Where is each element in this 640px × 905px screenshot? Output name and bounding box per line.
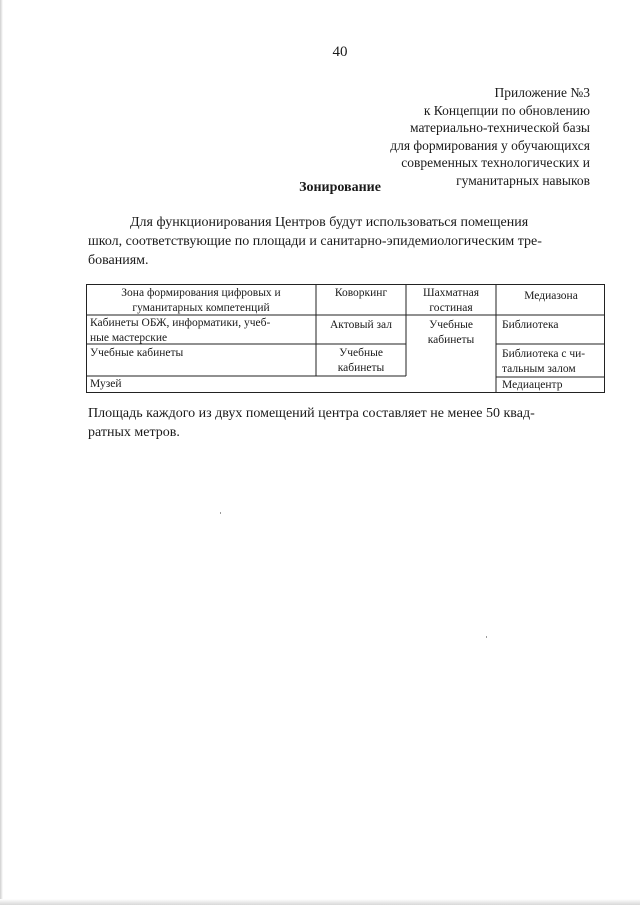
cell-line: Учебные bbox=[339, 347, 383, 359]
header-media-zone bbox=[498, 289, 604, 304]
closing-paragraph bbox=[88, 404, 588, 442]
cell-line: Библиотека bbox=[502, 319, 559, 331]
appendix-line: к Концепции по обновлению bbox=[423, 102, 590, 118]
cell-line: Кабинеты ОБЖ, информатики, учеб- bbox=[90, 317, 271, 329]
appendix-line: для формирования у обучающихся bbox=[390, 137, 590, 153]
appendix-block bbox=[290, 84, 590, 189]
cell-line: ные мастерские bbox=[90, 331, 168, 344]
header-line: Шахматная bbox=[422, 287, 480, 299]
cell-line: кабинеты bbox=[427, 333, 475, 346]
scan-speck bbox=[486, 636, 487, 638]
cell-line: кабинеты bbox=[337, 361, 385, 374]
intro-paragraph bbox=[88, 213, 588, 270]
scan-edge-bottom bbox=[0, 899, 640, 905]
header-coworking bbox=[318, 286, 404, 301]
cell-line: Библиотека с чи- bbox=[502, 348, 586, 360]
zoning-table bbox=[86, 284, 606, 394]
appendix-line: Приложение №3 bbox=[494, 85, 590, 100]
header-line: Медиазона bbox=[524, 290, 578, 302]
cell-obzh-it-workshops bbox=[90, 316, 314, 345]
header-line: гостиная bbox=[429, 301, 473, 314]
cell-assembly-hall bbox=[318, 318, 404, 333]
header-chess-lounge bbox=[408, 286, 494, 315]
scan-speck bbox=[220, 512, 221, 514]
cell-chess-classrooms bbox=[408, 318, 494, 347]
header-line: гуманитарных компетенций bbox=[132, 301, 270, 314]
appendix-line: материально-технической базы bbox=[410, 120, 590, 135]
intro-line: Для функционирования Центров будут использоваться помещения bbox=[130, 215, 529, 230]
cell-line: Музей bbox=[90, 378, 122, 390]
header-zone-digital-humanitarian bbox=[90, 286, 312, 315]
cell-media-center bbox=[502, 378, 602, 393]
outro-line: ратных метров. bbox=[88, 425, 180, 440]
appendix-line: гуманитарных навыков bbox=[456, 172, 590, 188]
appendix-line: современных технологических и bbox=[401, 155, 590, 170]
cell-classrooms bbox=[90, 346, 314, 361]
cell-line: Учебные bbox=[429, 319, 473, 331]
cell-coworking-classrooms bbox=[318, 346, 404, 375]
page-number: 40 bbox=[332, 44, 348, 60]
cell-museum bbox=[90, 377, 314, 392]
cell-library-reading-room bbox=[502, 347, 602, 376]
outro-line: Площадь каждого из двух помещений центра составляет не менее 50 квад- bbox=[88, 406, 535, 421]
cell-line: Учебные кабинеты bbox=[90, 347, 184, 359]
intro-line: школ, соответствующие по площади и санитарно-эпидемиологическим тре- bbox=[88, 234, 542, 249]
cell-line: тальным залом bbox=[502, 362, 576, 375]
header-line: Зона формирования цифровых и bbox=[121, 287, 281, 299]
cell-line: Медиацентр bbox=[502, 379, 563, 391]
intro-line: бованиям. bbox=[88, 253, 149, 268]
cell-line: Актовый зал bbox=[329, 319, 393, 331]
scan-edge-left bbox=[0, 0, 3, 905]
cell-library bbox=[502, 318, 602, 333]
header-line: Коворкинг bbox=[334, 287, 388, 299]
section-heading: Зонирование bbox=[299, 180, 381, 195]
